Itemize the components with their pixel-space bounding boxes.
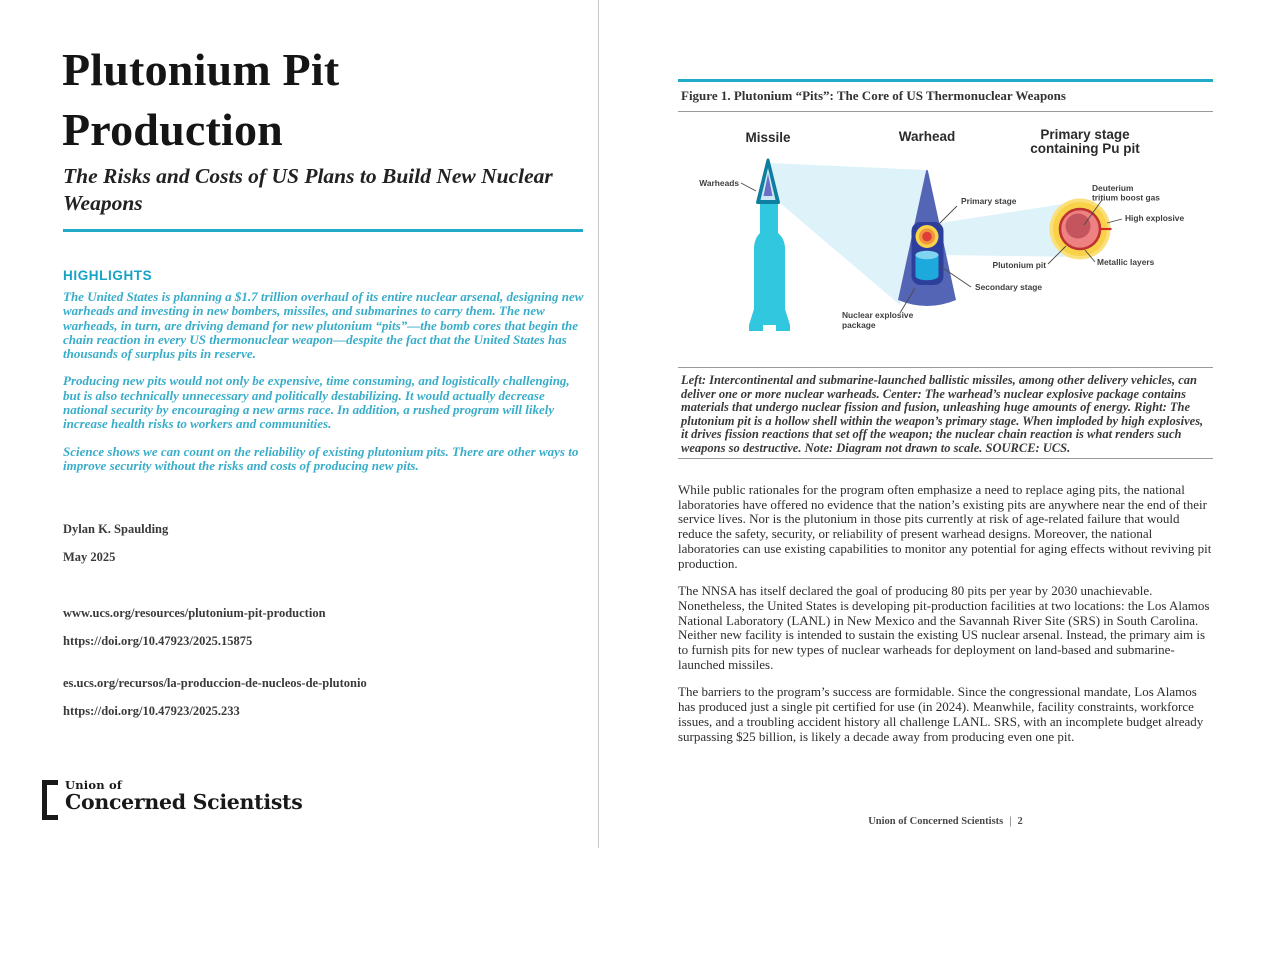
- highlights-paragraph: Producing new pits would not only be expensive, time consuming, and logistically challenging, but is also technically unnecessary and politically destabilizing. It would actually decrease national security by encouraging a new arms race. In addition, a rushed program will likely increase health risks to workers and communities.: [63, 373, 570, 432]
- highlights-body: [63, 290, 590, 486]
- resource-url-en[interactable]: www.ucs.org/resources/plutonium-pit-production: [63, 606, 326, 620]
- publication-date: May 2025: [63, 550, 116, 564]
- ucs-logo-line2: Concerned Scientists: [65, 790, 303, 814]
- label-high-explosive: High explosive: [1125, 213, 1185, 223]
- page-edge-divider: [598, 0, 599, 848]
- highlights-paragraph: The United States is planning a $1.7 trillion overhaul of its entire nuclear arsenal, designing new warheads and investing in new bombers, missiles, and submarines to carry them. The new warheads, in turn, are driving demand for new plutonium “pits”—the bomb cores that begin the chain reaction in every US thermonuclear weapon—despite the fact that the United States has thousands of surplus pits in reserve.: [63, 289, 584, 362]
- figure-top-rule: [678, 79, 1213, 82]
- figure-caption-bottom-rule: [678, 458, 1213, 459]
- resource-url-es[interactable]: es.ucs.org/recursos/la-produccion-de-nucleos-de-plutonio: [63, 676, 367, 690]
- highlights-paragraph: Science shows we can count on the reliability of existing plutonium pits. There are other ways to improve security without the risks and costs of producing new pits.: [63, 443, 579, 473]
- figure-title: Figure 1. Plutonium “Pits”: The Core of US Thermonuclear Weapons: [681, 88, 1066, 103]
- pointer-warheads: [741, 183, 756, 191]
- label-deuterium-line1: Deuterium: [1092, 183, 1134, 193]
- missile-body: [749, 201, 790, 331]
- doi-url-en[interactable]: https://doi.org/10.47923/2025.15875: [63, 634, 253, 648]
- diagram-header-primary-line1: Primary stage: [1040, 127, 1130, 142]
- ucs-logo-line1: Union of: [65, 778, 123, 792]
- figure-title-rule: [678, 111, 1213, 112]
- page-title-line2: Production: [62, 104, 283, 155]
- body-paragraph: The NNSA has itself declared the goal of producing 80 pits per year by 2030 unachievable. Nonetheless, the United States is developing pit-production facilities at two locations: the Los Alamos National Laboratory (LANL) in New Mexico and the Savannah River Site (SRS) in South Carolina. Neither new facility is intended to sustain the existing US nuclear arsenal. Instead, the primary aim is to furnish pits for new types of nuclear warheads for deployment on land-based and submarine-launched missiles.: [678, 583, 1210, 672]
- page-subtitle: The Risks and Costs of US Plans to Build New Nuclear Weapons: [63, 164, 553, 215]
- ucs-logo-bracket-icon: [42, 780, 58, 820]
- footer-org: Union of Concerned Scientists: [868, 816, 1004, 827]
- pu-pit-detail-circle: [1050, 199, 1112, 260]
- label-secondary-stage: Secondary stage: [975, 282, 1043, 292]
- label-primary-stage: Primary stage: [961, 196, 1017, 206]
- ucs-logo-text: [65, 780, 302, 820]
- page-title: [62, 40, 339, 160]
- label-plutonium-pit: Plutonium pit: [992, 260, 1046, 270]
- label-metallic-layers: Metallic layers: [1097, 257, 1155, 267]
- label-deuterium-line2: tritium boost gas: [1092, 192, 1160, 203]
- doi-url-es[interactable]: https://doi.org/10.47923/2025.233: [63, 704, 240, 718]
- primary-stage-small-circle: [916, 225, 939, 248]
- diagram-header-missile: Missile: [745, 130, 791, 145]
- boost-gas-core: [1066, 214, 1091, 239]
- body-text-column: [678, 483, 1214, 757]
- diagram-header-primary-line2: containing Pu pit: [1030, 141, 1140, 156]
- author-name: Dylan K. Spaulding: [63, 522, 169, 536]
- page-title-line1: Plutonium Pit: [62, 44, 340, 95]
- cover-teal-rule: [63, 229, 583, 232]
- footer-separator: |: [1009, 816, 1012, 827]
- footer-page-number: 2: [1017, 816, 1023, 827]
- ucs-logo: [42, 780, 302, 820]
- label-warheads: Warheads: [699, 178, 739, 188]
- label-nuclear-explosive-line2: package: [842, 320, 876, 330]
- diagram-header-warhead: Warhead: [898, 129, 956, 144]
- body-paragraph: The barriers to the program’s success are formidable. Since the congressional mandate, Los Alamos has produced just a single pit certified for use (in 2024). Meanwhile, facility constraints, workforce issues, and a troubling accident history all challenge LANL. SRS, with an incomplete budget already surpassing $25 billion, is likely a decade away from producing even one pit.: [678, 684, 1204, 744]
- figure-caption-top-rule: [678, 367, 1213, 368]
- figure-caption: Left: Intercontinental and submarine-launched ballistic missiles, among other delivery vehicles, can deliver one or more nuclear warheads. Center: The warhead’s nuclear explosive package contains materials that undergo nuclear fission and fusion, unleashing huge amounts of energy. Right: The plutonium pit is a hollow shell within the weapon’s primary stage. When imploded by high explosives, it drives fission reactions that set off the weapon; the nuclear chain reaction is what renders such weapons so destructive. Note: Diagram not drawn to scale. SOURCE: UCS.: [681, 373, 1204, 455]
- body-paragraph: While public rationales for the program often emphasize a need to replace aging pits, the national laboratories have offered no evidence that the nation’s existing pits are anywhere near the end of their service lives. Nor is the plutonium in those pits currently at risk of age-related failure that would reduce the safety, security, or reliability of present warhead designs. Moreover, the national laboratories can use existing capabilities to monitor any potential for aging effects without reviving pit production.: [678, 482, 1212, 571]
- page-footer: [678, 816, 1213, 827]
- secondary-stage-cylinder: [916, 251, 939, 280]
- figure-diagram: [678, 113, 1213, 365]
- highlights-heading: HIGHLIGHTS: [63, 268, 153, 283]
- label-nuclear-explosive-line1: Nuclear explosive: [842, 310, 914, 320]
